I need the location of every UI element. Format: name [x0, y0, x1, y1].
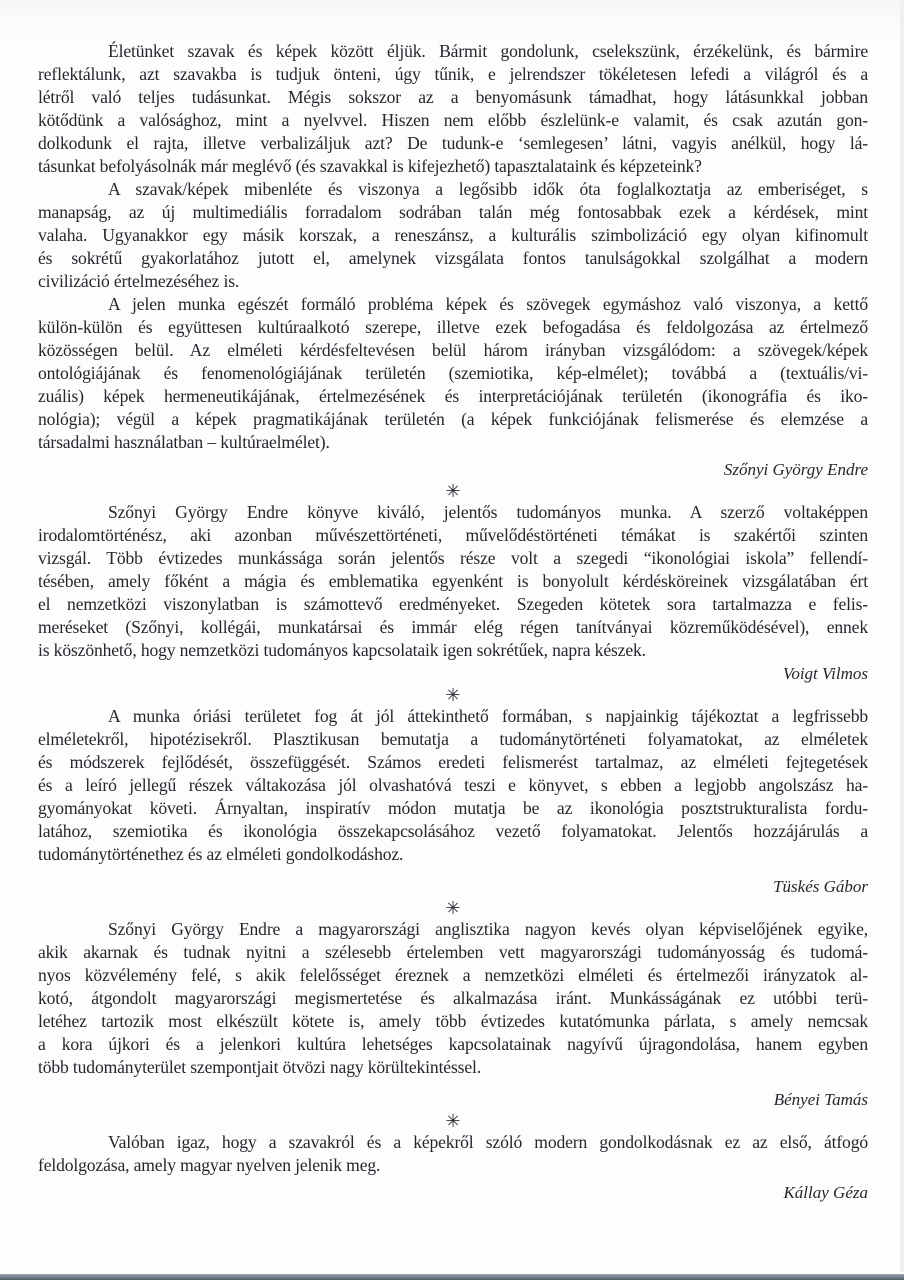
- text-line: is köszönhető, hogy nemzetközi tudományos kapcsolataik igen sokrétűek, napra készek.: [38, 640, 646, 660]
- author-signature: Tüskés Gábor: [773, 877, 868, 896]
- text-line: tudománytörténethez és az elméleti gondolkodáshoz.: [38, 844, 404, 864]
- text-line: Szőnyi György Endre a magyarországi anglisztika nagyon kevés olyan képviselőjének egyike,: [108, 919, 868, 939]
- text-line: A munka óriási területet fog át jól áttekinthető formában, s napjainkig tájékoztat a legfrissebb: [108, 706, 868, 726]
- author-signature: Szőnyi György Endre: [723, 460, 868, 479]
- text-line: és sokrétű gyakorlatához jutott el, amelynek vizsgálata fontos tanulságokkal szolgálhat a modern: [38, 248, 868, 268]
- text-line: közösségen belül. Az elméleti kérdésfeltevésen belül három irányban vizsgálódom: a szövegek/képek: [38, 340, 868, 360]
- text-line: társadalmi használatban – kultúraelmélet).: [38, 432, 330, 452]
- author-signature: Kállay Géza: [783, 1183, 868, 1202]
- text-line: latához, szemiotika és ikonológia összekapcsolásához vezető folyamatokat. Jelentős hozzájárulás a: [38, 821, 868, 841]
- text-line: és módszerek fejlődését, összefüggését. Számos eredeti felismerést tartalmaz, az elméleti fejtegetések: [38, 752, 868, 772]
- review-section: [38, 705, 868, 898]
- text-line: zuális) képek hermeneutikájának, értelmezésének és interpretációjának területén (ikonográfia és iko-: [38, 386, 868, 406]
- paragraph: [38, 1131, 868, 1177]
- text-line: feldolgozása, amely magyar nyelven jelenik meg.: [38, 1155, 381, 1175]
- asterisk-separator: ✳: [445, 1111, 461, 1131]
- page-edge: [900, 0, 904, 1272]
- text-line: civilizáció értelmezéséhez is.: [38, 271, 240, 291]
- paragraph: [38, 918, 868, 1079]
- text-line: nológia); végül a képek pragmatikájának területén (a képek funkciójának felismerése és elemzése a: [38, 409, 868, 429]
- text-line: a kora újkori és a jelenkori kultúra lehetséges kapcsolatainak nagyívű újragondolása, hanem egyben: [38, 1034, 868, 1054]
- scan-bottom-edge: [0, 1274, 904, 1280]
- book-page: [38, 40, 868, 1204]
- text-line: tásunkat befolyásolnák már meglévő (és szavakkal is kifejezhető) tapasztalataink és képzeteink?: [38, 156, 702, 176]
- asterisk-separator: ✳: [445, 481, 461, 501]
- text-line: manapság, az új multimediális forradalom sodrában talán még fontosabbak ezek a kérdések, mint: [38, 202, 868, 222]
- text-line: külön-külön és együttesen kultúraalkotó szerepe, illetve ezek befogadása és feldolgozása az értelmező: [38, 317, 868, 337]
- text-line: gyományokat követi. Árnyaltan, inspiratív módon mutatja be az ikonológia posztstrukturalista fordu-: [38, 798, 868, 818]
- text-line: akik akarnak és tudnak nyitni a szélesebb értelemben vett magyarországi tudományosság és tudomá-: [38, 942, 868, 962]
- author-signature: Bényei Tamás: [773, 1090, 868, 1109]
- paragraph: [38, 705, 868, 866]
- text-line: valaha. Ugyanakkor egy másik korszak, a reneszánsz, a kulturális szimbolizáció egy olyan kifinomult: [38, 225, 868, 245]
- text-line: reflektálunk, azt szavakba is tudjuk önteni, úgy tűnik, e jelrendszer tökéletesen lefedi a világról és a: [38, 64, 868, 84]
- paragraph: [38, 293, 868, 454]
- review-section: [38, 40, 868, 481]
- text-line: kötődünk a valósághoz, mint a nyelvvel. Hiszen nem előbb észlelünk-e valamit, és csak azután gon-: [38, 110, 868, 130]
- paragraph: [38, 40, 868, 178]
- text-line: kotó, átgondolt magyarországi megismertetése és alkalmazása iránt. Munkásságának ez utóbbi terü-: [38, 988, 868, 1008]
- author-signature: Voigt Vilmos: [782, 664, 868, 683]
- text-line: A jelen munka egészét formáló probléma képek és szövegek egymáshoz való viszonya, a kettő: [108, 294, 868, 314]
- text-line: és a leíró jellegű részek váltakozása jól olvashatóvá teszi e könyvet, s ebben a legjobb angolszász ha-: [38, 775, 868, 795]
- text-line: elméletekről, hipotézisekről. Plasztikusan bemutatja a tudománytörténeti folyamatokat, az elméletek: [38, 729, 868, 749]
- text-line: Szőnyi György Endre könyve kiváló, jelentős tudományos munka. A szerző voltaképpen: [108, 502, 868, 522]
- text-line: létről való teljes tudásunkat. Mégis sokszor az a benyomásunk támadhat, hogy látásunkkal jobban: [38, 87, 868, 107]
- text-line: dolkodunk el rajta, illetve verbalizáljuk azt? De tudunk-e ‘semlegesen’ látni, vagyis anélkül, hogy lá-: [38, 133, 868, 153]
- text-line: meréseket (Szőnyi, kollégái, munkatársai és immár elég régen tanítványai közreműködésével), ennek: [38, 617, 868, 637]
- text-line: A szavak/képek mibenléte és viszonya a legősibb idők óta foglalkoztatja az emberiséget, s: [108, 179, 868, 199]
- text-line: Életünket szavak és képek között éljük. Bármit gondolunk, cselekszünk, érzékelünk, és bármire: [108, 41, 868, 61]
- review-section: [38, 501, 868, 685]
- text-line: több tudományterület szempontjait ötvözi nagy körültekintéssel.: [38, 1057, 482, 1077]
- paragraph: [38, 178, 868, 293]
- text-line: Valóban igaz, hogy a szavakról és a képekről szóló modern gondolkodásnak ez az első, átfogó: [108, 1132, 868, 1152]
- review-section: [38, 1131, 868, 1204]
- text-line: el nemzetközi viszonylatban is számottevő eredményeket. Szegeden kötetek sora tartalmazza e felis-: [38, 594, 868, 614]
- text-line: ontológiájának és fenomenológiájának területén (szemiotika, kép-elmélet); továbbá a (textuális/vi-: [38, 363, 868, 383]
- text-line: tésében, amely főként a mágia és emblematika egyenként is bonyolult kérdésköreinek vizsgálatában ért: [38, 571, 868, 591]
- asterisk-separator: ✳: [445, 898, 461, 918]
- review-section: [38, 918, 868, 1111]
- text-line: irodalomtörténész, aki azonban művészettörténeti, művelődéstörténeti témákat is szakértői szinten: [38, 525, 868, 545]
- asterisk-separator: ✳: [445, 685, 461, 705]
- text-line: vizsgál. Több évtizedes munkássága során jelentős része volt a szegedi “ikonológiai iskola” fellendí-: [38, 548, 868, 568]
- paragraph: [38, 501, 868, 662]
- text-line: letéhez tartozik most elkészült kötete is, amely több évtizedes kutatómunka párlata, s amely nemcsak: [38, 1011, 868, 1031]
- text-line: nyos közvélemény felé, s akik felelősséget éreznek a nemzetközi elméleti és értelmezői irányzatok al-: [38, 965, 868, 985]
- scan-bleed-through: [0, 0, 904, 40]
